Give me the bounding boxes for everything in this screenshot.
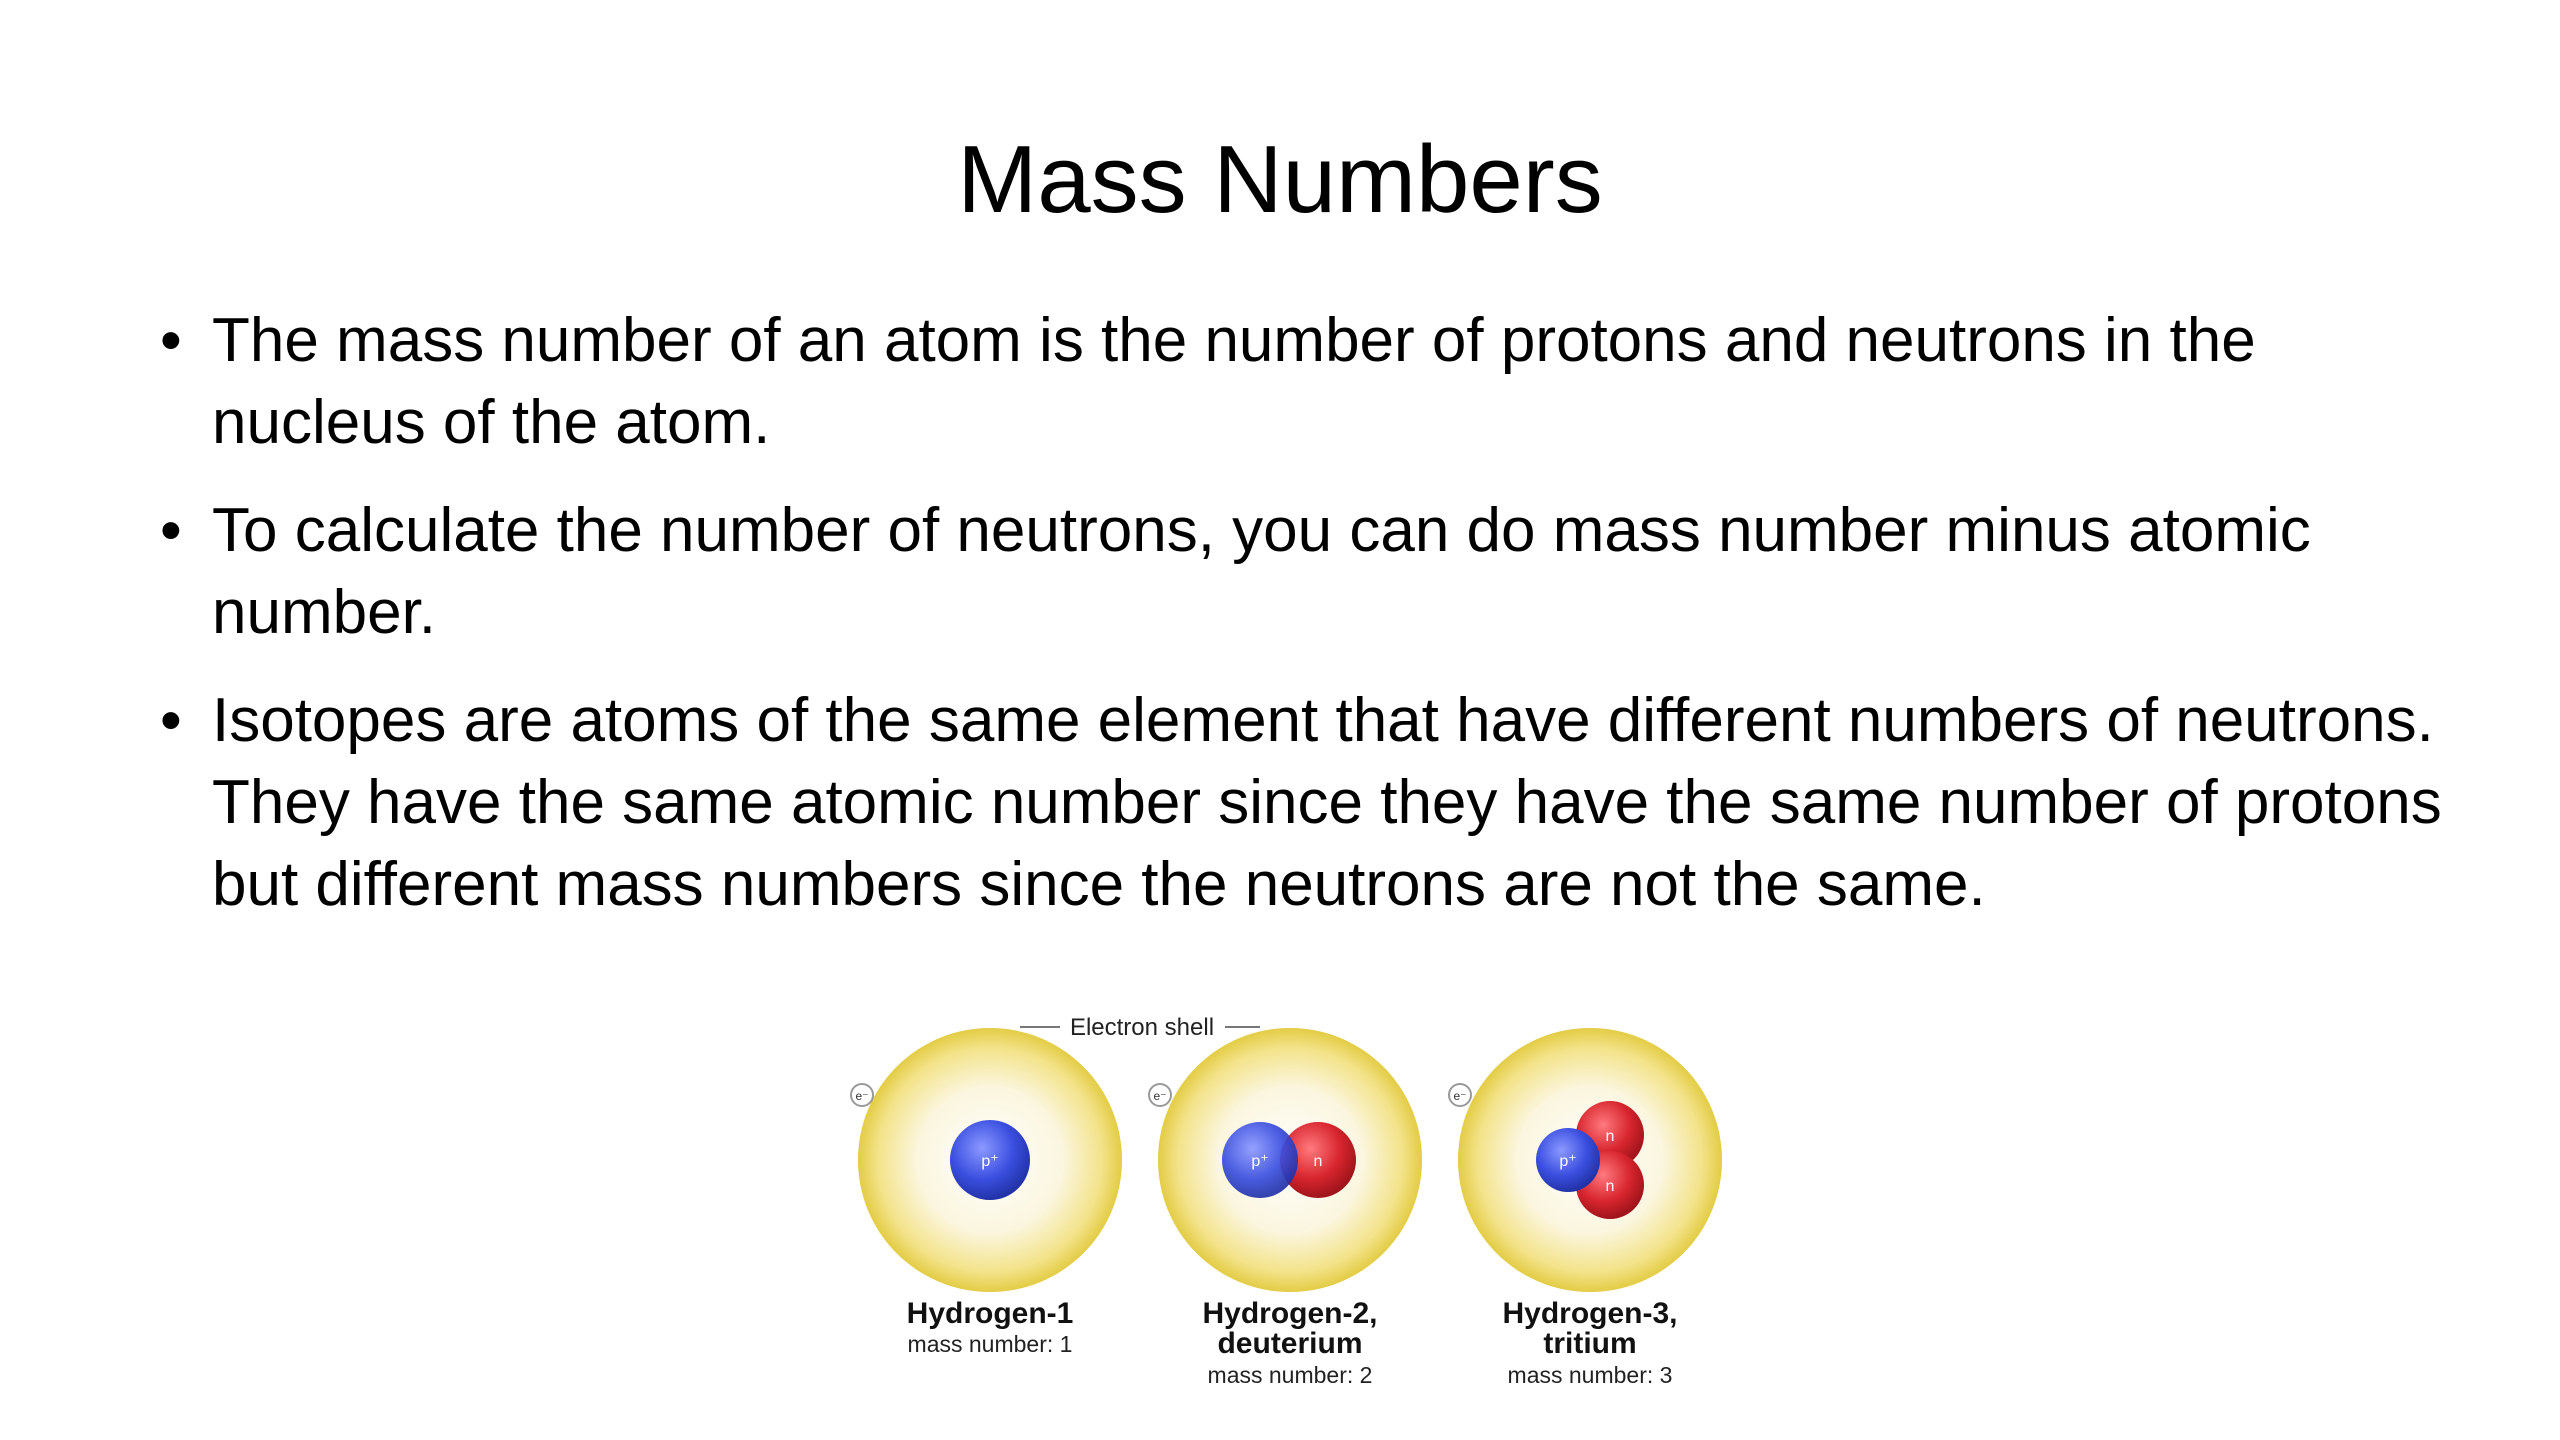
bullet-item <box>160 300 2460 464</box>
neutron-symbol: n <box>1605 1128 1615 1145</box>
bullet-dot-icon: • <box>160 496 182 565</box>
mass-number-caption: mass number: 2 <box>1207 1362 1373 1388</box>
neutron-symbol: n <box>1605 1178 1615 1195</box>
electron-symbol: e⁻ <box>1453 1089 1467 1103</box>
mass-number-caption: mass number: 1 <box>907 1331 1073 1357</box>
proton-symbol: p⁺ <box>1559 1153 1577 1170</box>
hydrogen-isotopes-figure <box>840 1000 1740 1400</box>
bullet-dot-icon: • <box>160 306 182 375</box>
bullet-item <box>160 680 2460 926</box>
proton-symbol: p⁺ <box>981 1153 999 1170</box>
neutron-symbol: n <box>1313 1153 1323 1170</box>
electron-symbol: e⁻ <box>1153 1089 1167 1103</box>
slide-title: Mass Numbers <box>957 126 1603 233</box>
bullet-list <box>160 300 2460 952</box>
electron-symbol: e⁻ <box>855 1089 869 1103</box>
bullet-dot-icon: • <box>160 686 182 755</box>
atom-hydrogen-1 <box>851 1028 1122 1357</box>
bullet-item <box>160 490 2460 654</box>
atom-name: Hydrogen-3, <box>1502 1297 1678 1330</box>
atom-name: Hydrogen-2, <box>1202 1297 1378 1330</box>
atom-name-secondary: tritium <box>1543 1327 1637 1360</box>
atom-hydrogen-2 <box>1149 1028 1422 1388</box>
mass-number-caption: mass number: 3 <box>1507 1362 1673 1388</box>
bullet-text: The mass number of an atom is the number of protons and neutrons in the nucleus of the atom. <box>212 306 2256 457</box>
atom-name: Hydrogen-1 <box>906 1297 1074 1330</box>
atom-hydrogen-3 <box>1449 1028 1722 1388</box>
electron-shell-label: Electron shell <box>1069 1014 1215 1041</box>
atom-name-secondary: deuterium <box>1217 1327 1363 1360</box>
proton-symbol: p⁺ <box>1251 1153 1269 1170</box>
bullet-text: Isotopes are atoms of the same element that have different numbers of neutrons. They have the same atomic number since they have the same number of protons but different mass numbers since the neutrons are not the same. <box>212 686 2442 919</box>
isotopes-diagram <box>840 1000 1740 1400</box>
bullet-text: To calculate the number of neutrons, you can do mass number minus atomic number. <box>212 496 2311 647</box>
